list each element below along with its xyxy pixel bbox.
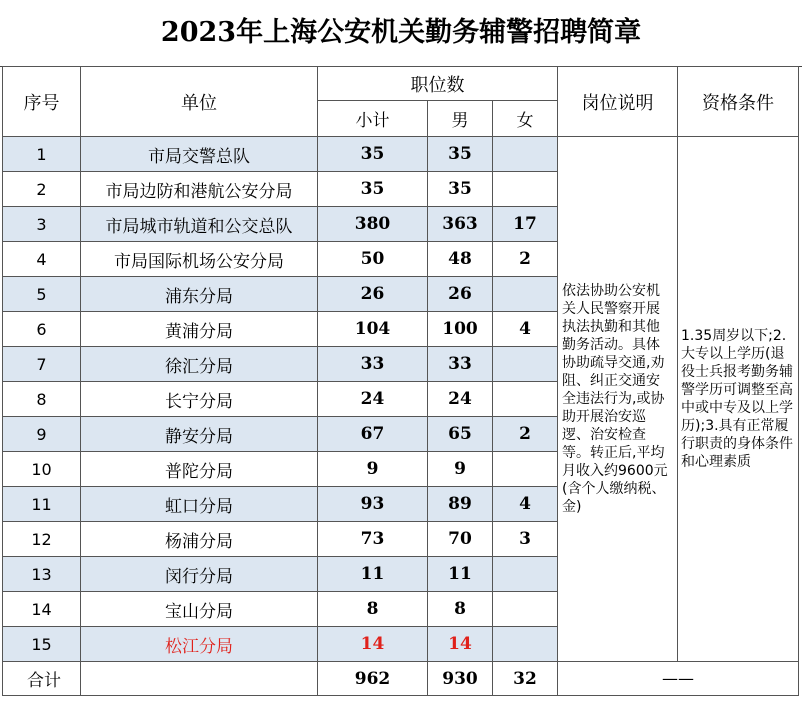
row-male: 89 bbox=[428, 487, 493, 522]
row-subtotal: 8 bbox=[318, 592, 428, 627]
header-positions: 职位数 bbox=[318, 67, 558, 101]
row-female bbox=[493, 557, 558, 592]
row-index: 4 bbox=[3, 242, 81, 277]
row-subtotal: 67 bbox=[318, 417, 428, 452]
header-qualifications: 资格条件 bbox=[678, 67, 799, 137]
header-unit: 单位 bbox=[81, 67, 318, 137]
row-index: 2 bbox=[3, 172, 81, 207]
row-index: 12 bbox=[3, 522, 81, 557]
row-male: 70 bbox=[428, 522, 493, 557]
row-subtotal: 11 bbox=[318, 557, 428, 592]
row-unit: 闵行分局 bbox=[81, 557, 318, 592]
row-female: 17 bbox=[493, 207, 558, 242]
row-unit: 普陀分局 bbox=[81, 452, 318, 487]
row-unit: 市局交警总队 bbox=[81, 137, 318, 172]
row-male: 24 bbox=[428, 382, 493, 417]
row-subtotal: 380 bbox=[318, 207, 428, 242]
header-description: 岗位说明 bbox=[558, 67, 678, 137]
row-male: 8 bbox=[428, 592, 493, 627]
row-male: 35 bbox=[428, 137, 493, 172]
row-female: 2 bbox=[493, 417, 558, 452]
row-subtotal: 24 bbox=[318, 382, 428, 417]
table-row bbox=[3, 137, 799, 172]
row-unit: 市局边防和港航公安分局 bbox=[81, 172, 318, 207]
row-male: 26 bbox=[428, 277, 493, 312]
row-male: 14 bbox=[428, 627, 493, 662]
row-unit: 徐汇分局 bbox=[81, 347, 318, 382]
row-unit: 松江分局 bbox=[81, 627, 318, 662]
row-female: 4 bbox=[493, 487, 558, 522]
header-male: 男 bbox=[428, 101, 493, 137]
row-female bbox=[493, 452, 558, 487]
header-index: 序号 bbox=[3, 67, 81, 137]
row-subtotal: 26 bbox=[318, 277, 428, 312]
row-subtotal: 35 bbox=[318, 172, 428, 207]
header-female: 女 bbox=[493, 101, 558, 137]
title-row bbox=[0, 0, 802, 67]
row-subtotal: 104 bbox=[318, 312, 428, 347]
row-subtotal: 14 bbox=[318, 627, 428, 662]
row-index: 11 bbox=[3, 487, 81, 522]
row-female: 3 bbox=[493, 522, 558, 557]
row-index: 13 bbox=[3, 557, 81, 592]
description-cell: 依法协助公安机关人民警察开展执法执勤和其他勤务活动。具体协助疏导交通,劝阻、纠正交通安全违法行为,或协助开展治安巡逻、治安检查等。转正后,平均月收入约9600元(含个人缴纳税、金) bbox=[558, 137, 678, 662]
row-index: 6 bbox=[3, 312, 81, 347]
row-female bbox=[493, 382, 558, 417]
row-index: 7 bbox=[3, 347, 81, 382]
recruitment-table bbox=[2, 66, 799, 696]
row-male: 35 bbox=[428, 172, 493, 207]
row-male: 33 bbox=[428, 347, 493, 382]
total-note: —— bbox=[558, 662, 799, 696]
total-female: 32 bbox=[493, 662, 558, 696]
page-title: 2023年上海公安机关勤务辅警招聘简章 bbox=[160, 17, 642, 48]
row-unit: 宝山分局 bbox=[81, 592, 318, 627]
row-subtotal: 73 bbox=[318, 522, 428, 557]
row-female bbox=[493, 627, 558, 662]
row-female: 4 bbox=[493, 312, 558, 347]
row-index: 1 bbox=[3, 137, 81, 172]
row-unit: 虹口分局 bbox=[81, 487, 318, 522]
row-index: 15 bbox=[3, 627, 81, 662]
total-label: 合计 bbox=[3, 662, 81, 696]
row-female: 2 bbox=[493, 242, 558, 277]
row-subtotal: 9 bbox=[318, 452, 428, 487]
row-female bbox=[493, 172, 558, 207]
total-subtotal: 962 bbox=[318, 662, 428, 696]
row-unit: 市局城市轨道和公交总队 bbox=[81, 207, 318, 242]
row-subtotal: 33 bbox=[318, 347, 428, 382]
row-index: 10 bbox=[3, 452, 81, 487]
row-female bbox=[493, 137, 558, 172]
header-subtotal: 小计 bbox=[318, 101, 428, 137]
row-index: 8 bbox=[3, 382, 81, 417]
row-index: 9 bbox=[3, 417, 81, 452]
row-index: 5 bbox=[3, 277, 81, 312]
total-blank bbox=[81, 662, 318, 696]
row-subtotal: 50 bbox=[318, 242, 428, 277]
row-female bbox=[493, 277, 558, 312]
row-unit: 杨浦分局 bbox=[81, 522, 318, 557]
row-female bbox=[493, 347, 558, 382]
row-male: 11 bbox=[428, 557, 493, 592]
row-index: 14 bbox=[3, 592, 81, 627]
row-unit: 长宁分局 bbox=[81, 382, 318, 417]
row-male: 48 bbox=[428, 242, 493, 277]
row-male: 9 bbox=[428, 452, 493, 487]
row-female bbox=[493, 592, 558, 627]
row-subtotal: 35 bbox=[318, 137, 428, 172]
total-male: 930 bbox=[428, 662, 493, 696]
row-unit: 静安分局 bbox=[81, 417, 318, 452]
row-unit: 市局国际机场公安分局 bbox=[81, 242, 318, 277]
row-male: 100 bbox=[428, 312, 493, 347]
qualifications-cell: 1.35周岁以下;2.大专以上学历(退役士兵报考勤务辅警学历可调整至高中或中专及以上学历);3.具有正常履行职责的身体条件和心理素质 bbox=[678, 137, 799, 662]
row-unit: 浦东分局 bbox=[81, 277, 318, 312]
total-row bbox=[3, 662, 799, 696]
row-male: 363 bbox=[428, 207, 493, 242]
row-unit: 黄浦分局 bbox=[81, 312, 318, 347]
row-subtotal: 93 bbox=[318, 487, 428, 522]
row-male: 65 bbox=[428, 417, 493, 452]
row-index: 3 bbox=[3, 207, 81, 242]
